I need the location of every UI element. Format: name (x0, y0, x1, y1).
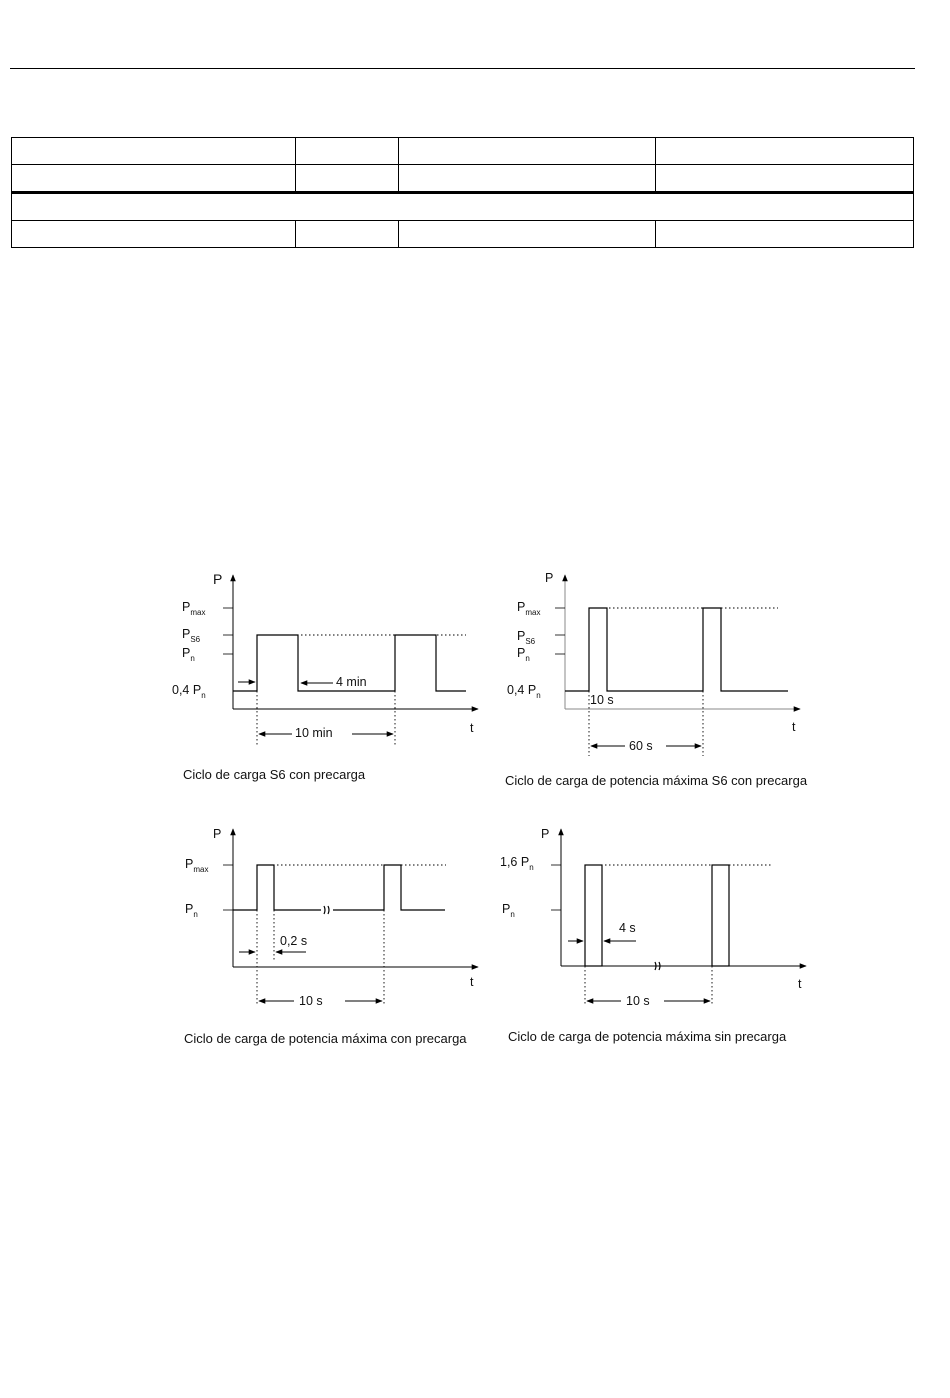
level-label-overload: 1,6 $P_n$ (500, 855, 534, 872)
diagram-caption: Ciclo de carga S6 con precarga (183, 767, 366, 782)
level-label-pmax: $P_{max}$ (517, 600, 541, 617)
dim-label-on-time: 4 min (336, 675, 367, 689)
x-axis-label: t (798, 977, 802, 991)
dim-label-on-time: 0,2 s (280, 934, 308, 948)
y-axis-label: P (213, 571, 223, 587)
y-axis-label: P (545, 571, 554, 585)
level-label-pn: $P_n$ (185, 902, 198, 919)
level-label-preload: 0,4 $P_n$ (507, 683, 541, 700)
load-pulse (712, 865, 729, 966)
load-signal (565, 608, 788, 691)
load-signal (333, 865, 445, 910)
level-label-pn: $P_n$ (517, 646, 530, 663)
x-axis-label: t (470, 721, 474, 735)
diagram-pmax-s6-precarga (505, 571, 808, 788)
load-signal (233, 865, 321, 910)
dim-label-on-time: 10 s (590, 693, 614, 707)
level-label-pn: $P_n$ (502, 902, 515, 919)
diagram-pmax-precarga (184, 827, 478, 1046)
diagram-pmax-sin-precarga (500, 827, 806, 1044)
y-axis-label: P (213, 827, 222, 841)
level-label-pmax: $P_{max}$ (185, 857, 209, 874)
level-label-pmax: $P_{max}$ (182, 600, 206, 617)
dim-label-on-time: 4 s (619, 921, 636, 935)
level-label-preload: 0,4 $P_n$ (172, 683, 206, 700)
level-label-ps6: $P_{S6}$ (517, 629, 536, 646)
dim-label-period: 60 s (629, 739, 653, 753)
dim-label-period: 10 s (299, 994, 323, 1008)
level-label-pn: $P_n$ (182, 646, 195, 663)
x-axis-label: t (470, 975, 474, 989)
x-axis-label: t (792, 720, 796, 734)
diagram-s6-precarga (172, 571, 478, 782)
dim-label-period: 10 min (295, 726, 333, 740)
dim-label-period: 10 s (626, 994, 650, 1008)
y-axis-label: P (541, 827, 550, 841)
load-pulse (585, 865, 602, 966)
diagram-caption: Ciclo de carga de potencia máxima con precarga (184, 1031, 467, 1046)
axis-break-icon (324, 906, 329, 914)
level-label-ps6: $P_{S6}$ (182, 627, 201, 644)
diagram-caption: Ciclo de carga de potencia máxima S6 con precarga (505, 773, 808, 788)
diagram-caption: Ciclo de carga de potencia máxima sin precarga (508, 1029, 787, 1044)
